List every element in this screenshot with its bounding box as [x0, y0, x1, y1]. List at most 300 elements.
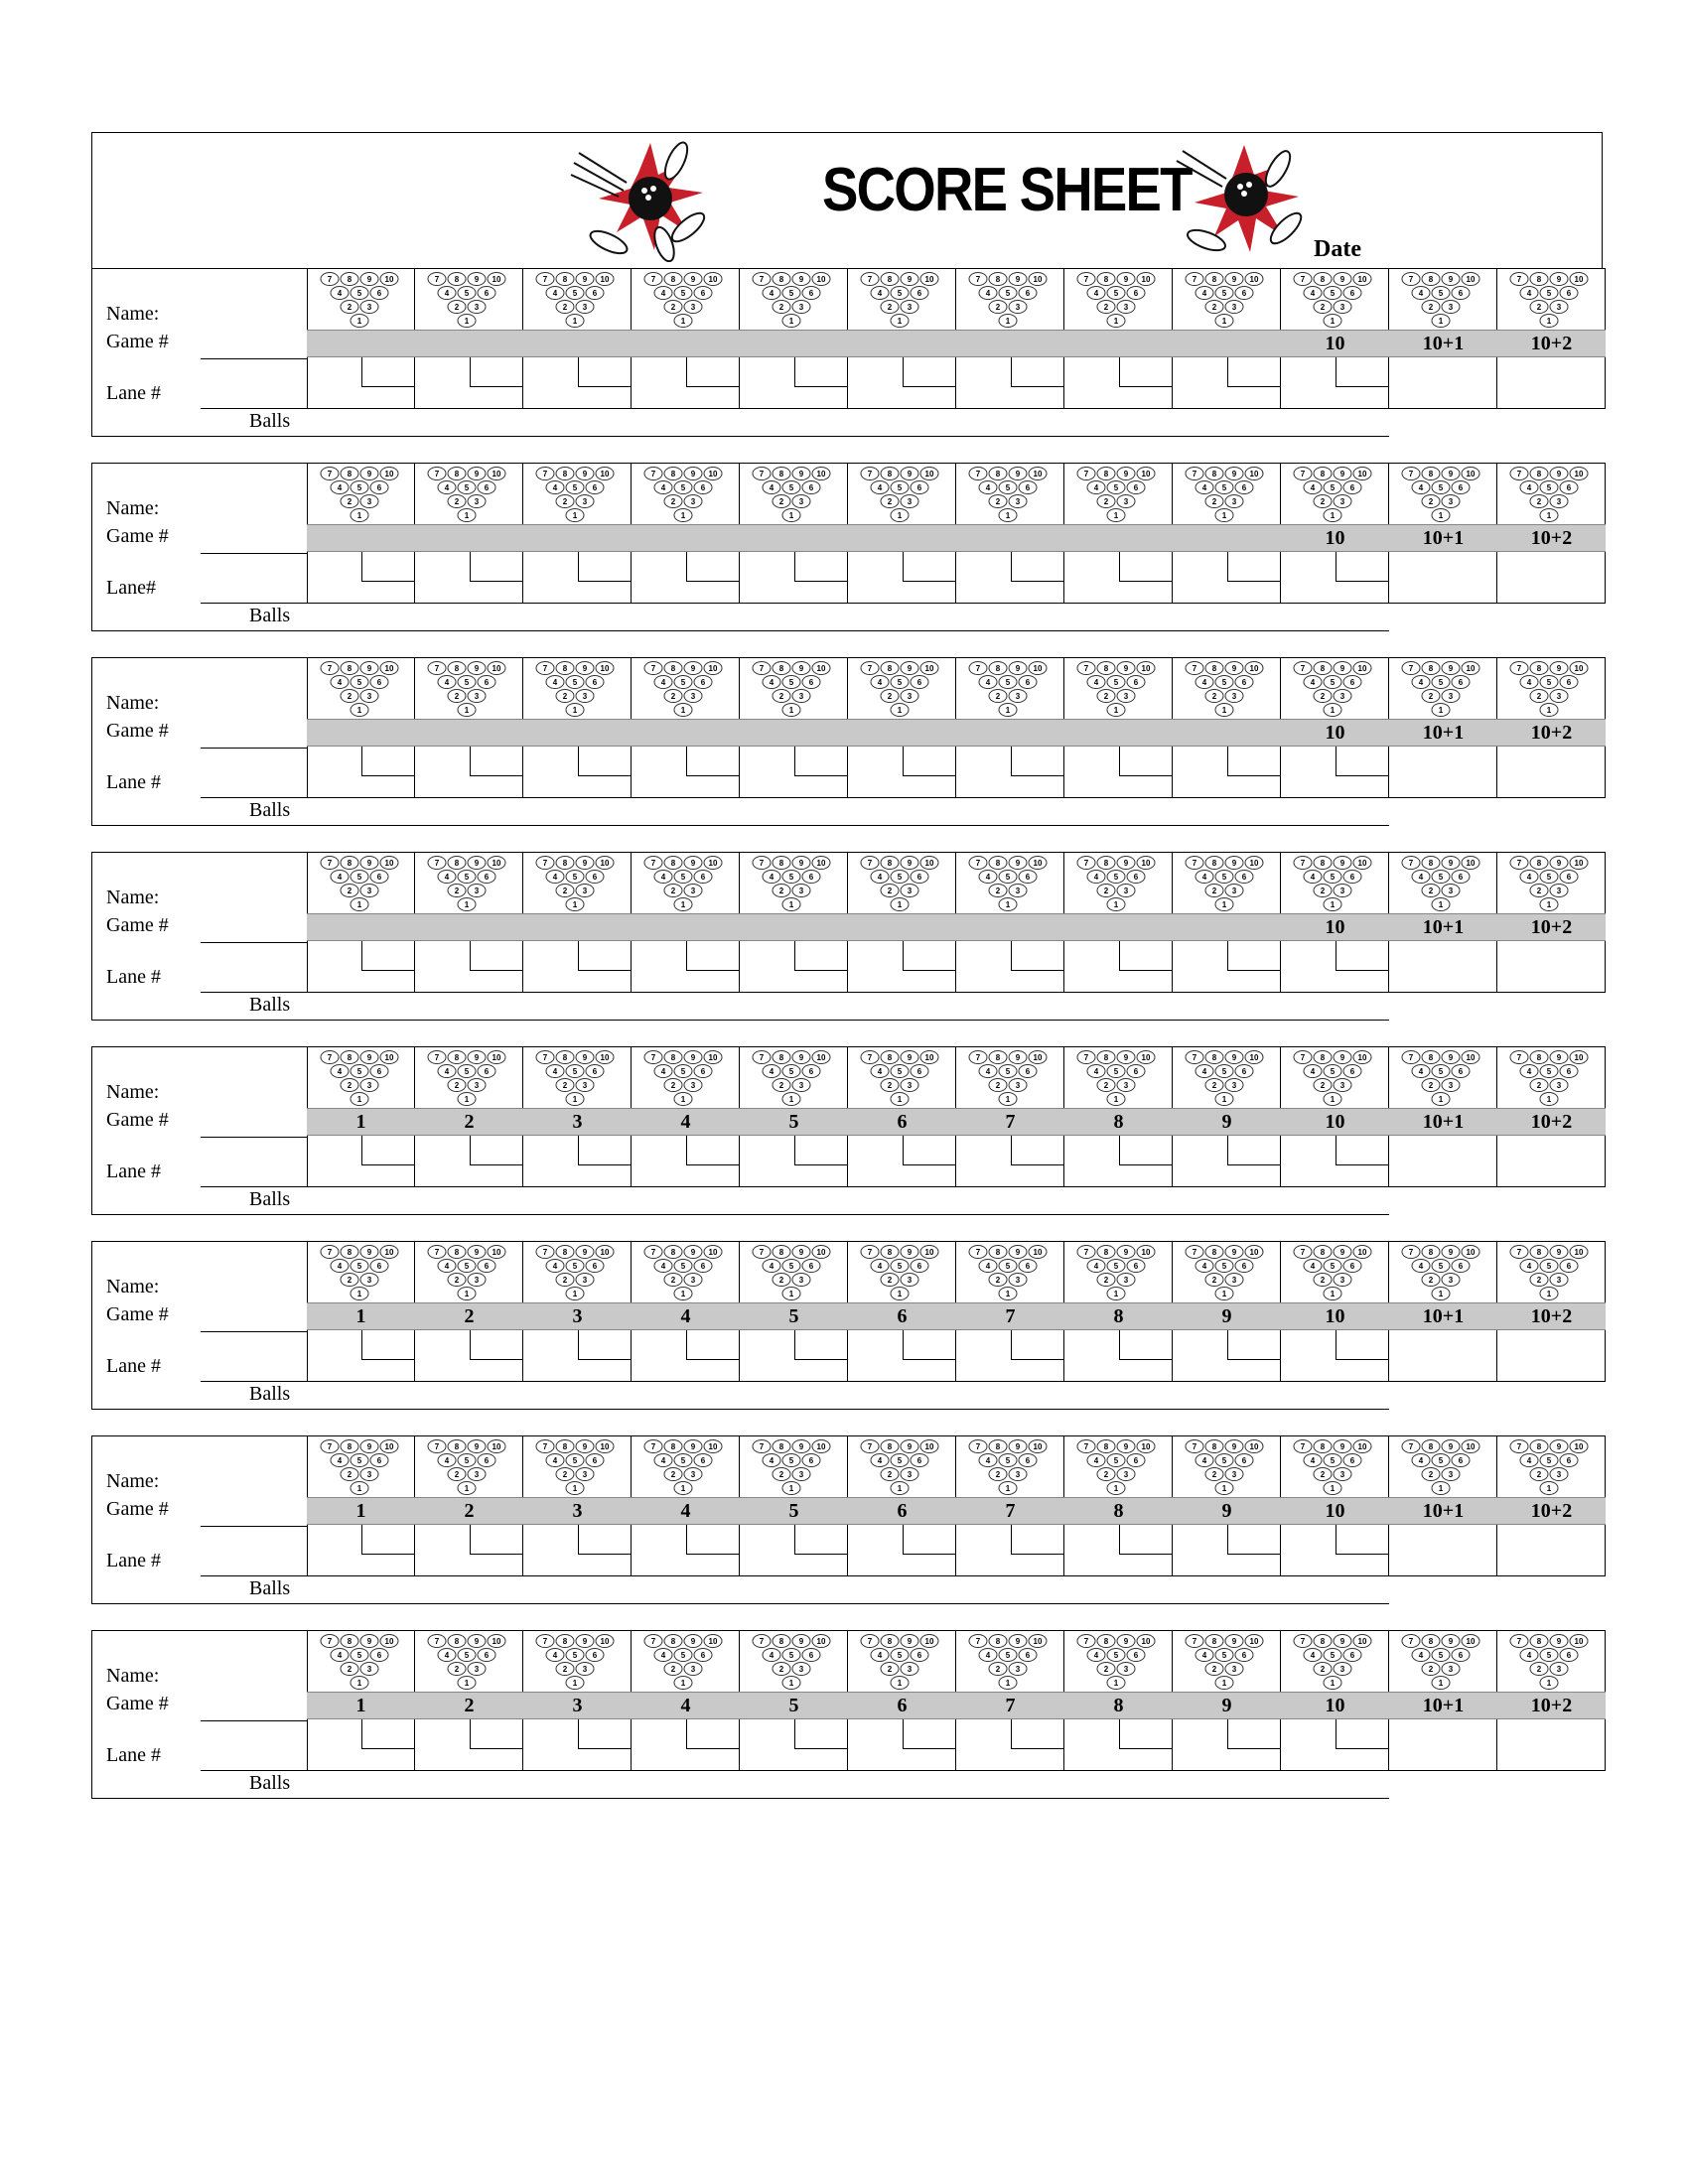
pin-number: 3	[1556, 692, 1562, 701]
ball-box[interactable]	[1011, 1525, 1063, 1555]
score-box[interactable]	[956, 1330, 1064, 1382]
ball-box[interactable]	[470, 1330, 522, 1360]
balls-label: Balls	[249, 1383, 291, 1405]
score-box[interactable]	[740, 747, 848, 798]
score-box[interactable]	[1173, 941, 1281, 993]
score-box[interactable]	[632, 1136, 740, 1187]
lane-label: Lane #	[106, 1550, 161, 1571]
pin-box	[632, 1241, 740, 1302]
pin-number: 2	[454, 1665, 460, 1674]
ball-box[interactable]	[686, 1136, 739, 1165]
score-box[interactable]	[1497, 1330, 1606, 1382]
score-box[interactable]	[848, 747, 956, 798]
ball-box[interactable]	[903, 1525, 955, 1555]
score-box[interactable]	[1064, 747, 1173, 798]
score-block	[91, 268, 1603, 437]
pin-number: 9	[366, 1248, 372, 1257]
ball-box[interactable]	[578, 1525, 631, 1555]
pin-number: 3	[1448, 497, 1454, 506]
pin-number: 2	[995, 303, 1001, 312]
ball-box[interactable]	[470, 1719, 522, 1749]
pin-number: 7	[867, 1442, 873, 1451]
score-box[interactable]	[307, 357, 415, 409]
score-box[interactable]	[1173, 1719, 1281, 1771]
pin-number: 9	[1556, 470, 1562, 478]
ball-box[interactable]	[794, 357, 847, 387]
score-box[interactable]	[1173, 1330, 1281, 1382]
pin-number: 9	[1015, 1248, 1021, 1257]
pin-number: 10	[1357, 275, 1367, 284]
pin-number: 2	[1320, 497, 1326, 506]
pin-number: 4	[985, 1651, 991, 1660]
pin-number: 7	[434, 470, 440, 478]
score-box[interactable]	[848, 1525, 956, 1576]
pin-number: 2	[1103, 1665, 1109, 1674]
score-box[interactable]	[415, 357, 523, 409]
ball-box[interactable]	[578, 941, 631, 971]
frame-2	[415, 268, 523, 437]
score-box[interactable]	[740, 941, 848, 993]
pin-number: 4	[660, 678, 666, 687]
ball-box[interactable]	[361, 1330, 414, 1360]
pin-number: 7	[759, 664, 765, 673]
frame-number: 3	[523, 1692, 632, 1719]
pin-number: 3	[1556, 497, 1562, 506]
score-box[interactable]	[848, 1719, 956, 1771]
score-box[interactable]	[1281, 941, 1389, 993]
ball-box[interactable]	[1119, 1525, 1172, 1555]
lane-field[interactable]	[201, 1381, 308, 1382]
pin-number: 9	[1556, 1248, 1562, 1257]
pin-number: 10	[492, 275, 501, 284]
score-box[interactable]	[415, 552, 523, 604]
ball-box[interactable]	[1119, 747, 1172, 776]
score-box[interactable]	[1497, 552, 1606, 604]
pin-number: 4	[444, 1067, 450, 1076]
score-box[interactable]	[956, 552, 1064, 604]
pin-number: 3	[1123, 692, 1129, 701]
pin-number: 1	[897, 900, 903, 909]
ball-box[interactable]	[1336, 747, 1388, 776]
pin-number: 3	[907, 887, 913, 895]
ball-box[interactable]	[470, 357, 522, 387]
ball-box[interactable]	[903, 552, 955, 582]
score-box[interactable]	[956, 1719, 1064, 1771]
score-box[interactable]	[1389, 357, 1497, 409]
lane-field[interactable]	[201, 992, 308, 993]
ball-box[interactable]	[686, 941, 739, 971]
ball-box[interactable]	[794, 747, 847, 776]
score-box[interactable]	[307, 1719, 415, 1771]
score-box[interactable]	[1389, 1330, 1497, 1382]
pin-number: 8	[347, 1053, 352, 1062]
lane-field[interactable]	[201, 408, 308, 409]
pin-number: 1	[788, 1290, 794, 1298]
name-label: Name:	[106, 1470, 160, 1492]
ball-box[interactable]	[686, 357, 739, 387]
score-box[interactable]	[1281, 357, 1389, 409]
ball-box[interactable]	[1011, 1136, 1063, 1165]
frame-12	[1497, 1435, 1606, 1604]
pin-rack-icon	[531, 660, 619, 720]
lane-field[interactable]	[201, 1575, 308, 1576]
score-box[interactable]	[1064, 552, 1173, 604]
ball-box[interactable]	[1336, 1136, 1388, 1165]
pin-number: 7	[975, 1637, 981, 1646]
score-box[interactable]	[415, 1136, 523, 1187]
pin-number: 4	[1201, 289, 1207, 298]
ball-box[interactable]	[794, 552, 847, 582]
score-box[interactable]	[740, 1719, 848, 1771]
score-box[interactable]	[1281, 1136, 1389, 1187]
ball-box[interactable]	[578, 357, 631, 387]
score-box[interactable]	[1064, 1525, 1173, 1576]
game-field[interactable]	[201, 1331, 308, 1332]
score-box[interactable]	[523, 747, 632, 798]
score-box[interactable]	[1064, 1136, 1173, 1187]
balls-label: Balls	[249, 605, 291, 626]
score-box[interactable]	[1497, 941, 1606, 993]
score-box[interactable]	[1173, 747, 1281, 798]
score-box[interactable]	[1173, 357, 1281, 409]
game-field[interactable]	[201, 1526, 308, 1527]
ball-box[interactable]	[1119, 1330, 1172, 1360]
pin-number: 6	[592, 873, 598, 882]
ball-box[interactable]	[361, 552, 414, 582]
score-box[interactable]	[1173, 1525, 1281, 1576]
pin-number: 10	[1249, 1248, 1259, 1257]
score-box[interactable]	[523, 1525, 632, 1576]
score-box[interactable]	[956, 941, 1064, 993]
score-box[interactable]	[632, 1719, 740, 1771]
ball-box[interactable]	[578, 747, 631, 776]
pin-number: 2	[778, 692, 784, 701]
ball-box[interactable]	[903, 747, 955, 776]
score-box[interactable]	[1389, 941, 1497, 993]
pin-number: 5	[356, 289, 362, 298]
ball-box[interactable]	[470, 1525, 522, 1555]
score-box[interactable]	[307, 747, 415, 798]
pin-number: 7	[867, 1637, 873, 1646]
pin-number: 7	[975, 1053, 981, 1062]
score-box[interactable]	[740, 1136, 848, 1187]
ball-box[interactable]	[578, 1136, 631, 1165]
game-field[interactable]	[201, 942, 308, 943]
pin-number: 3	[366, 1276, 372, 1285]
score-box[interactable]	[848, 1330, 956, 1382]
pin-number: 6	[1133, 873, 1139, 882]
score-box[interactable]	[1497, 1719, 1606, 1771]
pin-number: 10	[1357, 1637, 1367, 1646]
ball-box[interactable]	[470, 941, 522, 971]
pin-number: 4	[552, 1456, 558, 1465]
pin-number: 3	[907, 692, 913, 701]
frame-number: 10+1	[1389, 913, 1497, 941]
score-box[interactable]	[1281, 1719, 1389, 1771]
ball-box[interactable]	[686, 1719, 739, 1749]
score-box[interactable]	[956, 1136, 1064, 1187]
score-box[interactable]	[632, 747, 740, 798]
frame-9	[1173, 1241, 1281, 1410]
ball-box[interactable]	[794, 1719, 847, 1749]
ball-box[interactable]	[794, 1525, 847, 1555]
ball-box[interactable]	[1336, 1525, 1388, 1555]
ball-box[interactable]	[470, 1136, 522, 1165]
pin-number: 7	[975, 664, 981, 673]
ball-box[interactable]	[903, 357, 955, 387]
pin-rack-icon	[856, 466, 943, 525]
pin-box	[415, 1241, 523, 1302]
score-box[interactable]	[1281, 1525, 1389, 1576]
pin-number: 4	[552, 1262, 558, 1271]
score-box[interactable]	[1389, 1136, 1497, 1187]
frame-12	[1497, 1630, 1606, 1799]
ball-box[interactable]	[1336, 1330, 1388, 1360]
pin-rack-icon	[1289, 660, 1376, 720]
score-box[interactable]	[415, 1330, 523, 1382]
score-box[interactable]	[740, 1525, 848, 1576]
ball-box[interactable]	[1336, 552, 1388, 582]
score-box[interactable]	[740, 552, 848, 604]
ball-box[interactable]	[361, 747, 414, 776]
score-box[interactable]	[848, 552, 956, 604]
ball-box[interactable]	[1011, 1719, 1063, 1749]
pin-number: 9	[1339, 664, 1345, 673]
pin-number: 8	[1428, 1248, 1434, 1257]
pin-number: 1	[572, 1679, 578, 1688]
score-box[interactable]	[1497, 357, 1606, 409]
balls-label: Balls	[249, 799, 291, 821]
ball-box[interactable]	[1227, 1719, 1280, 1749]
pin-number: 3	[582, 1665, 588, 1674]
pin-number: 4	[877, 1456, 883, 1465]
pin-number: 2	[347, 1665, 352, 1674]
pin-number: 1	[464, 1484, 470, 1493]
score-box[interactable]	[523, 357, 632, 409]
player-info	[91, 1630, 307, 1799]
pin-number: 10	[1357, 470, 1367, 478]
ball-box[interactable]	[1119, 1719, 1172, 1749]
ball-box[interactable]	[1336, 357, 1388, 387]
pin-number: 3	[1123, 497, 1129, 506]
ball-box[interactable]	[1336, 941, 1388, 971]
frame-6	[848, 1630, 956, 1799]
ball-box[interactable]	[1011, 1330, 1063, 1360]
pin-number: 2	[562, 692, 568, 701]
ball-box[interactable]	[1227, 941, 1280, 971]
pin-number: 9	[582, 859, 588, 868]
pin-number: 1	[1113, 317, 1119, 326]
score-box[interactable]	[1389, 1525, 1497, 1576]
ball-box[interactable]	[470, 552, 522, 582]
pin-number: 5	[897, 873, 903, 882]
pin-number: 9	[1339, 1637, 1345, 1646]
ball-box[interactable]	[686, 1330, 739, 1360]
score-box[interactable]	[1497, 1136, 1606, 1187]
game-label: Game #	[106, 1109, 169, 1131]
score-box[interactable]	[740, 1330, 848, 1382]
score-box[interactable]	[1173, 552, 1281, 604]
ball-box[interactable]	[794, 941, 847, 971]
score-box[interactable]	[848, 941, 956, 993]
score-box[interactable]	[1064, 1330, 1173, 1382]
score-box[interactable]	[1389, 1719, 1497, 1771]
ball-box[interactable]	[1011, 747, 1063, 776]
score-box[interactable]	[956, 1525, 1064, 1576]
score-box[interactable]	[307, 941, 415, 993]
pin-number: 5	[1546, 873, 1552, 882]
score-box[interactable]	[632, 552, 740, 604]
score-box[interactable]	[415, 1525, 523, 1576]
ball-box[interactable]	[1011, 552, 1063, 582]
ball-box[interactable]	[686, 552, 739, 582]
score-box[interactable]	[307, 1525, 415, 1576]
score-box[interactable]	[523, 552, 632, 604]
game-field[interactable]	[201, 748, 308, 749]
ball-box[interactable]	[1119, 941, 1172, 971]
ball-box[interactable]	[903, 1719, 955, 1749]
score-box[interactable]	[415, 747, 523, 798]
ball-box[interactable]	[1227, 1330, 1280, 1360]
pin-number: 2	[1536, 887, 1542, 895]
pin-number: 4	[769, 678, 774, 687]
ball-box[interactable]	[1227, 552, 1280, 582]
game-field[interactable]	[201, 1137, 308, 1138]
score-box[interactable]	[848, 1136, 956, 1187]
score-box[interactable]	[1281, 1330, 1389, 1382]
pin-number: 1	[572, 511, 578, 520]
pin-rack-icon	[316, 271, 403, 331]
score-box[interactable]	[632, 357, 740, 409]
frame-number: 10	[1281, 524, 1389, 552]
score-box[interactable]	[956, 357, 1064, 409]
score-box[interactable]	[415, 941, 523, 993]
score-box[interactable]	[1281, 747, 1389, 798]
lane-field[interactable]	[201, 797, 308, 798]
pin-rack-icon	[423, 1438, 510, 1498]
score-box[interactable]	[523, 941, 632, 993]
score-box[interactable]	[956, 747, 1064, 798]
ball-box[interactable]	[903, 1330, 955, 1360]
pin-number: 1	[1221, 317, 1227, 326]
ball-box[interactable]	[361, 1719, 414, 1749]
ball-box[interactable]	[1227, 357, 1280, 387]
game-field[interactable]	[201, 358, 308, 359]
pin-number: 6	[808, 483, 814, 492]
ball-box[interactable]	[1227, 1136, 1280, 1165]
ball-box[interactable]	[1119, 552, 1172, 582]
pin-rack-icon	[423, 660, 510, 720]
game-field[interactable]	[201, 553, 308, 554]
ball-box[interactable]	[470, 747, 522, 776]
pin-number: 4	[1093, 678, 1099, 687]
frame-number	[632, 913, 740, 941]
score-box[interactable]	[1497, 747, 1606, 798]
ball-box[interactable]	[1227, 1525, 1280, 1555]
score-box[interactable]	[1064, 1719, 1173, 1771]
ball-box[interactable]	[1227, 747, 1280, 776]
ball-box[interactable]	[361, 941, 414, 971]
score-box[interactable]	[1064, 941, 1173, 993]
pin-number: 8	[1103, 1053, 1109, 1062]
ball-box[interactable]	[794, 1330, 847, 1360]
frame-3	[523, 1241, 632, 1410]
pin-box	[848, 657, 956, 719]
pin-number: 8	[454, 1053, 460, 1062]
pin-number: 9	[1231, 1053, 1237, 1062]
ball-box[interactable]	[1119, 357, 1172, 387]
ball-box[interactable]	[686, 747, 739, 776]
ball-box[interactable]	[1011, 357, 1063, 387]
score-box[interactable]	[307, 552, 415, 604]
score-box[interactable]	[415, 1719, 523, 1771]
frame-number	[1064, 330, 1173, 357]
score-box[interactable]	[632, 1525, 740, 1576]
ball-box[interactable]	[578, 552, 631, 582]
score-box[interactable]	[307, 1136, 415, 1187]
ball-box[interactable]	[361, 1136, 414, 1165]
pin-number: 10	[1141, 1248, 1151, 1257]
lane-field[interactable]	[201, 603, 308, 604]
ball-box[interactable]	[578, 1719, 631, 1749]
score-box[interactable]	[1173, 1136, 1281, 1187]
ball-box[interactable]	[578, 1330, 631, 1360]
ball-box[interactable]	[1336, 1719, 1388, 1749]
score-box[interactable]	[307, 1330, 415, 1382]
score-box[interactable]	[1281, 552, 1389, 604]
ball-box[interactable]	[903, 1136, 955, 1165]
score-box[interactable]	[523, 1136, 632, 1187]
pin-number: 1	[464, 900, 470, 909]
pin-number: 2	[1428, 692, 1434, 701]
ball-box[interactable]	[794, 1136, 847, 1165]
ball-box[interactable]	[361, 1525, 414, 1555]
lane-field[interactable]	[201, 1770, 308, 1771]
pin-number: 10	[1141, 470, 1151, 478]
pin-rack-icon	[964, 855, 1052, 914]
pin-number: 7	[1516, 1637, 1522, 1646]
pin-rack-icon	[748, 1633, 835, 1693]
score-box[interactable]	[1389, 747, 1497, 798]
game-field[interactable]	[201, 1720, 308, 1721]
pin-number: 9	[798, 859, 804, 868]
ball-box[interactable]	[1119, 1136, 1172, 1165]
pin-number: 8	[347, 1442, 352, 1451]
pin-number: 9	[366, 1053, 372, 1062]
score-box[interactable]	[1497, 1525, 1606, 1576]
ball-box[interactable]	[1011, 941, 1063, 971]
score-box[interactable]	[632, 941, 740, 993]
pin-number: 9	[798, 664, 804, 673]
score-box[interactable]	[523, 1719, 632, 1771]
score-box[interactable]	[1064, 357, 1173, 409]
pin-number: 2	[670, 887, 676, 895]
pin-number: 2	[1103, 1276, 1109, 1285]
score-box[interactable]	[632, 1330, 740, 1382]
pin-number: 3	[1123, 1276, 1129, 1285]
score-box[interactable]	[740, 357, 848, 409]
lane-field[interactable]	[201, 1186, 308, 1187]
score-box[interactable]	[848, 357, 956, 409]
score-box[interactable]	[1389, 552, 1497, 604]
pin-number: 6	[376, 1456, 382, 1465]
ball-box[interactable]	[903, 941, 955, 971]
pin-number: 4	[1310, 1262, 1316, 1271]
pin-number: 6	[592, 483, 598, 492]
ball-box[interactable]	[686, 1525, 739, 1555]
ball-box[interactable]	[361, 357, 414, 387]
score-box[interactable]	[523, 1330, 632, 1382]
